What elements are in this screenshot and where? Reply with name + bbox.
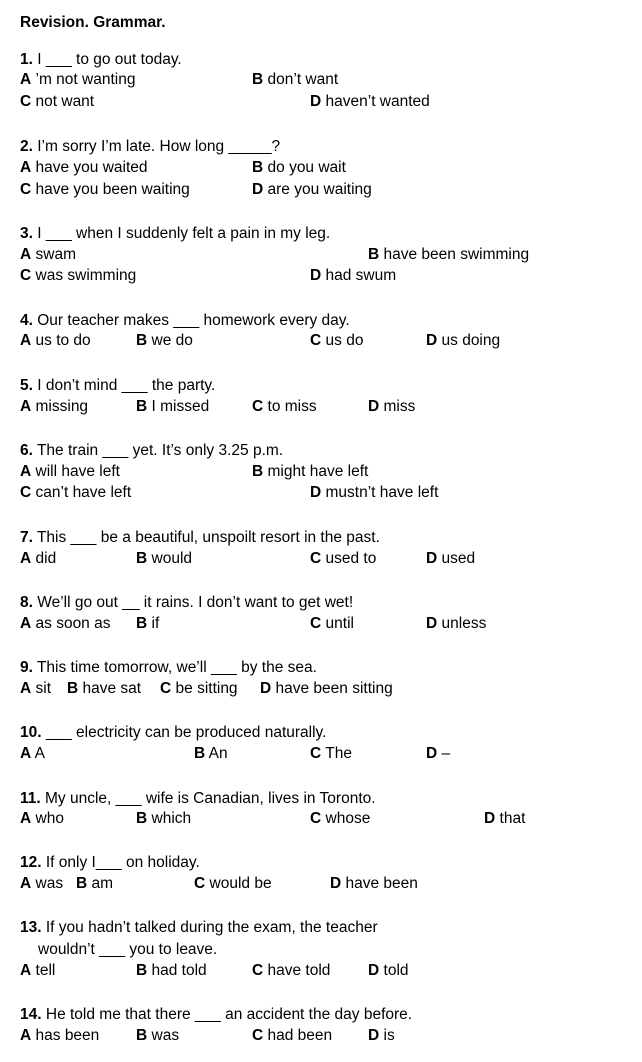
option-text: be sitting <box>175 680 238 697</box>
question-text: This time tomorrow, we’ll ___ by the sea. <box>32 659 317 676</box>
question-number: 5. <box>20 377 33 394</box>
option-letter: C <box>310 332 322 349</box>
option-letter: C <box>252 398 264 415</box>
question-1-stem <box>20 50 182 70</box>
option-text: I missed <box>151 398 210 415</box>
option-letter: D <box>330 875 342 892</box>
question-13-stem-continued: wouldn’t ___ you to leave. <box>38 941 218 958</box>
question-11-option-a[interactable] <box>20 809 64 829</box>
option-text: us do <box>325 332 364 349</box>
question-5-stem <box>20 376 215 396</box>
question-text: I don’t mind ___ the party. <box>32 377 216 394</box>
question-11-option-d[interactable] <box>484 809 525 829</box>
question-text: He told me that there ___ an accident the day before. <box>41 1006 413 1023</box>
question-number: 3. <box>20 225 33 242</box>
option-letter: A <box>20 159 32 176</box>
option-letter: D <box>252 181 264 198</box>
question-number: 8. <box>20 594 33 611</box>
question-8-option-c[interactable] <box>310 614 354 634</box>
question-13-option-a[interactable] <box>20 961 55 981</box>
option-text: am <box>91 875 114 892</box>
question-number: 13. <box>20 919 42 936</box>
question-10-stem <box>20 723 326 743</box>
option-text: is <box>383 1027 395 1044</box>
option-text: unless <box>441 615 487 632</box>
option-letter: A <box>20 875 32 892</box>
option-letter: B <box>136 962 148 979</box>
option-text: A <box>34 745 45 762</box>
option-text: haven’t wanted <box>325 93 430 110</box>
option-text: have sat <box>82 680 142 697</box>
question-number: 4. <box>20 312 33 329</box>
question-text: We’ll go out __ it rains. I don’t want to get wet! <box>32 594 354 611</box>
option-text: would be <box>209 875 272 892</box>
option-letter: B <box>252 71 264 88</box>
option-text: sit <box>35 680 52 697</box>
question-number: 14. <box>20 1006 42 1023</box>
question-text: I ___ when I suddenly felt a pain in my leg. <box>32 225 331 242</box>
question-9-stem <box>20 658 317 678</box>
question-11-option-b[interactable] <box>136 809 191 829</box>
option-letter: B <box>252 463 264 480</box>
question-7-option-a[interactable] <box>20 549 56 569</box>
option-letter: C <box>160 680 172 697</box>
question-text: This ___ be a beautiful, unspoilt resort in the past. <box>32 529 380 546</box>
option-letter: C <box>194 875 206 892</box>
question-1-option-d[interactable] <box>310 92 430 112</box>
question-3-option-b[interactable] <box>368 245 529 265</box>
option-text: as soon as <box>35 615 111 632</box>
question-2-option-c[interactable] <box>20 180 190 200</box>
option-letter: B <box>252 159 264 176</box>
option-text: if <box>151 615 160 632</box>
question-7-stem <box>20 528 380 548</box>
question-3-option-d[interactable] <box>310 266 396 286</box>
option-letter: C <box>310 810 322 827</box>
option-text: was swimming <box>35 267 137 284</box>
option-letter: D <box>310 484 322 501</box>
option-text: The <box>325 745 352 762</box>
option-text: swam <box>35 246 76 263</box>
question-number: 9. <box>20 659 33 676</box>
question-9-option-b[interactable] <box>67 679 141 699</box>
question-14-option-a[interactable] <box>20 1026 99 1046</box>
option-text: have you waited <box>35 159 148 176</box>
option-letter: D <box>426 615 438 632</box>
question-6-option-b[interactable] <box>252 462 368 482</box>
option-text: we do <box>151 332 193 349</box>
option-letter: A <box>20 71 32 88</box>
option-letter: D <box>310 267 322 284</box>
question-13-option-b[interactable] <box>136 961 207 981</box>
option-letter: A <box>20 398 32 415</box>
question-4-option-d[interactable] <box>426 331 500 351</box>
question-text: The train ___ yet. It’s only 3.25 p.m. <box>32 442 284 459</box>
question-13-stem <box>20 918 378 938</box>
option-text: ’m not wanting <box>35 71 136 88</box>
question-9-option-d[interactable] <box>260 679 393 699</box>
option-letter: A <box>20 246 32 263</box>
option-text: will have left <box>35 463 120 480</box>
question-12-option-d[interactable] <box>330 874 418 894</box>
option-letter: C <box>310 615 322 632</box>
question-6-option-a[interactable] <box>20 462 120 482</box>
option-text: are you waiting <box>267 181 372 198</box>
option-text: can’t have left <box>35 484 132 501</box>
question-5-option-c[interactable] <box>252 397 317 417</box>
question-11-option-c[interactable] <box>310 809 370 829</box>
question-7-option-b[interactable] <box>136 549 192 569</box>
question-8-option-d[interactable] <box>426 614 486 634</box>
question-6-option-c[interactable] <box>20 483 131 503</box>
option-letter: B <box>136 398 148 415</box>
question-2-option-b[interactable] <box>252 158 346 178</box>
question-4-option-b[interactable] <box>136 331 193 351</box>
question-10-option-c[interactable] <box>310 744 352 764</box>
question-14-option-b[interactable] <box>136 1026 179 1046</box>
option-letter: B <box>368 246 380 263</box>
question-7-option-d[interactable] <box>426 549 475 569</box>
question-text: I’m sorry I’m late. How long _____? <box>32 138 281 155</box>
option-letter: C <box>20 267 32 284</box>
option-letter: A <box>20 745 32 762</box>
question-14-option-c[interactable] <box>252 1026 332 1046</box>
option-letter: D <box>368 398 380 415</box>
option-text: have you been waiting <box>35 181 190 198</box>
question-number: 11. <box>20 790 41 807</box>
option-letter: C <box>310 745 322 762</box>
option-letter: C <box>20 93 32 110</box>
question-13-option-c[interactable] <box>252 961 330 981</box>
question-5-option-b[interactable] <box>136 397 209 417</box>
option-text: had swum <box>325 267 397 284</box>
option-text: did <box>35 550 57 567</box>
question-text: If you hadn’t talked during the exam, the teacher <box>41 919 378 936</box>
option-text: might have left <box>267 463 369 480</box>
option-letter: D <box>368 1027 380 1044</box>
question-8-option-b[interactable] <box>136 614 159 634</box>
option-text: do you wait <box>267 159 346 176</box>
option-letter: A <box>20 550 32 567</box>
option-text: have been <box>345 875 418 892</box>
option-letter: B <box>136 615 148 632</box>
question-3-stem <box>20 224 330 244</box>
option-text: to miss <box>267 398 317 415</box>
question-10-option-a[interactable] <box>20 744 45 764</box>
option-text: miss <box>383 398 416 415</box>
option-text: mustn’t have left <box>325 484 439 501</box>
option-letter: D <box>368 962 380 979</box>
question-number: 7. <box>20 529 33 546</box>
option-text: had told <box>151 962 207 979</box>
question-text: I ___ to go out today. <box>32 51 182 68</box>
option-text: was <box>35 875 64 892</box>
question-number: 6. <box>20 442 33 459</box>
question-9-option-a[interactable] <box>20 679 51 699</box>
option-text: not want <box>35 93 95 110</box>
question-3-option-a[interactable] <box>20 245 76 265</box>
question-9-option-c[interactable] <box>160 679 238 699</box>
question-3-option-c[interactable] <box>20 266 136 286</box>
question-12-option-c[interactable] <box>194 874 272 894</box>
option-letter: D <box>426 550 438 567</box>
option-letter: B <box>194 745 206 762</box>
question-1-option-a[interactable] <box>20 70 135 90</box>
question-text: If only I___ on holiday. <box>41 854 200 871</box>
option-letter: D <box>484 810 496 827</box>
question-6-stem <box>20 441 283 461</box>
question-10-option-d[interactable] <box>426 744 450 764</box>
question-13-option-d[interactable] <box>368 961 409 981</box>
option-letter: B <box>67 680 79 697</box>
question-2-stem <box>20 137 280 157</box>
question-12-option-a[interactable] <box>20 874 63 894</box>
option-text: would <box>151 550 193 567</box>
option-text: used to <box>325 550 377 567</box>
option-text: whose <box>325 810 371 827</box>
option-letter: A <box>20 810 32 827</box>
option-letter: D <box>426 332 438 349</box>
question-6-option-d[interactable] <box>310 483 438 503</box>
question-1-option-b[interactable] <box>252 70 338 90</box>
option-text: have told <box>267 962 331 979</box>
option-text: until <box>325 615 354 632</box>
question-12-option-b[interactable] <box>76 874 113 894</box>
option-letter: B <box>136 332 148 349</box>
option-text: don’t want <box>267 71 339 88</box>
question-8-option-a[interactable] <box>20 614 110 634</box>
option-letter: D <box>310 93 322 110</box>
question-12-stem <box>20 853 200 873</box>
option-text: used <box>441 550 476 567</box>
question-2-option-a[interactable] <box>20 158 148 178</box>
option-text: had been <box>267 1027 333 1044</box>
option-text: was <box>151 1027 180 1044</box>
option-letter: A <box>20 463 32 480</box>
option-text: who <box>35 810 64 827</box>
option-text: told <box>383 962 409 979</box>
option-text: us to do <box>35 332 91 349</box>
option-letter: B <box>136 1027 148 1044</box>
question-number: 1. <box>20 51 33 68</box>
option-letter: C <box>252 962 264 979</box>
option-text: have been sitting <box>275 680 393 697</box>
option-letter: A <box>20 962 32 979</box>
question-8-stem <box>20 593 353 613</box>
question-5-option-a[interactable] <box>20 397 88 417</box>
option-letter: A <box>20 1027 32 1044</box>
question-4-stem <box>20 311 350 331</box>
question-11-stem <box>20 789 376 809</box>
question-4-option-c[interactable] <box>310 331 363 351</box>
option-letter: C <box>310 550 322 567</box>
question-5-option-d[interactable] <box>368 397 415 417</box>
question-number: 10. <box>20 724 42 741</box>
option-text: which <box>151 810 192 827</box>
question-4-option-a[interactable] <box>20 331 91 351</box>
worksheet-title: Revision. Grammar. <box>20 14 166 31</box>
option-text: have been swimming <box>383 246 530 263</box>
question-number: 12. <box>20 854 42 871</box>
option-letter: C <box>252 1027 264 1044</box>
option-text: tell <box>35 962 56 979</box>
question-10-option-b[interactable] <box>194 744 228 764</box>
option-letter: A <box>20 615 32 632</box>
question-text: Our teacher makes ___ homework every day. <box>32 312 350 329</box>
option-letter: B <box>136 810 148 827</box>
option-letter: C <box>20 484 32 501</box>
question-7-option-c[interactable] <box>310 549 376 569</box>
question-2-option-d[interactable] <box>252 180 372 200</box>
option-letter: D <box>426 745 438 762</box>
question-1-option-c[interactable] <box>20 92 94 112</box>
option-letter: B <box>76 875 88 892</box>
option-letter: A <box>20 680 32 697</box>
option-text: – <box>441 745 451 762</box>
question-14-option-d[interactable] <box>368 1026 395 1046</box>
option-text: that <box>499 810 526 827</box>
option-letter: D <box>260 680 272 697</box>
question-number: 2. <box>20 138 33 155</box>
option-text: us doing <box>441 332 501 349</box>
question-14-stem <box>20 1005 412 1025</box>
question-text: My uncle, ___ wife is Canadian, lives in Toronto. <box>40 790 376 807</box>
option-letter: C <box>20 181 32 198</box>
option-text: An <box>208 745 228 762</box>
option-letter: B <box>136 550 148 567</box>
option-text: missing <box>35 398 89 415</box>
option-letter: A <box>20 332 32 349</box>
option-text: has been <box>35 1027 100 1044</box>
question-text: ___ electricity can be produced naturally. <box>41 724 327 741</box>
